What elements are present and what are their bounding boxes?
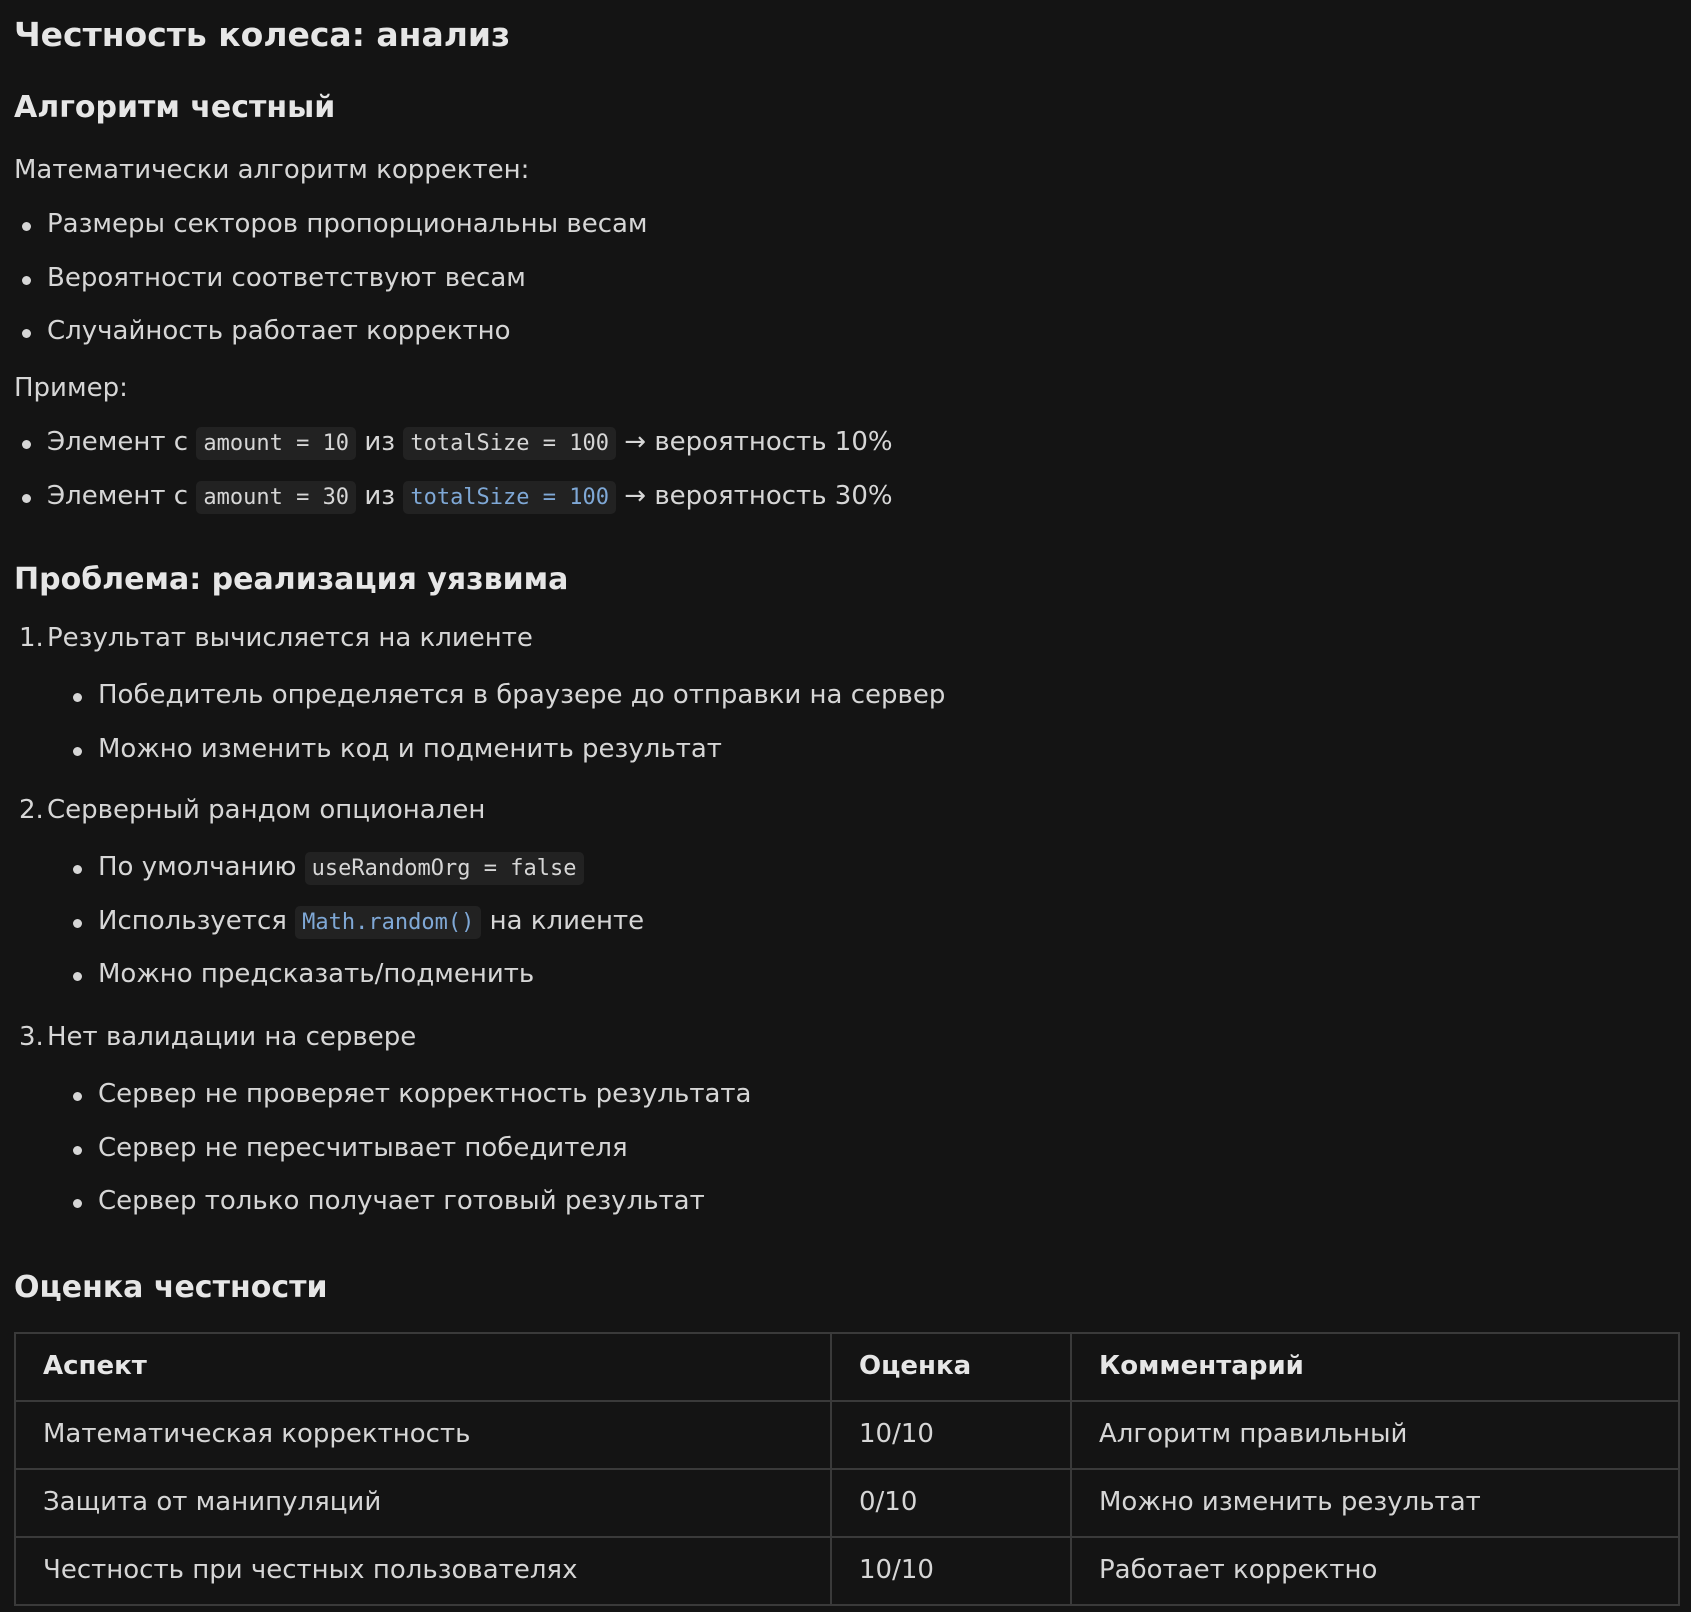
- cell-comment: Алгоритм правильный: [1071, 1401, 1679, 1469]
- page-title: Честность колеса: анализ: [14, 15, 511, 54]
- list-item: Сервер не пересчитывает победителя: [65, 1132, 752, 1186]
- code-amount: amount = 30: [196, 481, 356, 514]
- sub-list: [65, 1078, 752, 1239]
- fair-intro: Математически алгоритм корректен:: [14, 155, 530, 185]
- heading-problem: Проблема: реализация уязвима: [14, 562, 569, 597]
- item-number: 3.: [19, 1022, 44, 1052]
- table-header-row: [15, 1333, 1679, 1401]
- list-item: Победитель определяется в браузере до отправки на сервер: [65, 679, 945, 733]
- cell-aspect: Честность при честных пользователях: [15, 1537, 831, 1605]
- table-row: [15, 1537, 1679, 1605]
- cell-score: 10/10: [831, 1401, 1071, 1469]
- bullet-suffix: на клиенте: [489, 905, 645, 936]
- list-item: Можно предсказать/подменить: [65, 958, 644, 1012]
- problem-list: [14, 622, 1014, 1222]
- example-item: [14, 426, 893, 480]
- cell-aspect: Защита от манипуляций: [15, 1469, 831, 1537]
- example-mid: из: [364, 480, 396, 511]
- example-prefix: Элемент с: [47, 427, 189, 457]
- cell-comment: Работает корректно: [1071, 1537, 1679, 1605]
- table-row: [15, 1469, 1679, 1537]
- column-header-aspect: Аспект: [15, 1333, 831, 1401]
- sub-list: [65, 679, 945, 786]
- item-title: Нет валидации на сервере: [47, 1022, 417, 1052]
- list-item: [65, 851, 644, 905]
- example-label: Пример:: [14, 373, 128, 403]
- item-number: 1.: [19, 623, 44, 653]
- example-suffix: → вероятность 10%: [624, 427, 893, 457]
- heading-rating: Оценка честности: [14, 1270, 328, 1305]
- list-item: [65, 905, 644, 959]
- column-header-comment: Комментарий: [1071, 1333, 1679, 1401]
- example-list: [14, 426, 893, 533]
- list-item: Вероятности соответствуют весам: [14, 262, 648, 316]
- heading-fair: Алгоритм честный: [14, 90, 336, 125]
- code-total-size: totalSize = 100: [403, 481, 616, 514]
- item-title: Серверный рандом опционален: [47, 795, 486, 825]
- list-item: Случайность работает корректно: [14, 315, 648, 369]
- table-row: [15, 1401, 1679, 1469]
- column-header-score: Оценка: [831, 1333, 1071, 1401]
- cell-score: 10/10: [831, 1537, 1071, 1605]
- list-item: Сервер не проверяет корректность результата: [65, 1078, 752, 1132]
- item-title: Результат вычисляется на клиенте: [47, 623, 533, 653]
- list-item: Сервер только получает готовый результат: [65, 1185, 752, 1239]
- code-use-random-org: useRandomOrg = false: [305, 852, 584, 885]
- code-math-random: Math.random(): [295, 906, 481, 939]
- sub-list: [65, 851, 644, 1012]
- example-mid: из: [364, 427, 396, 457]
- list-item: Можно изменить код и подменить результат: [65, 733, 945, 787]
- cell-comment: Можно изменить результат: [1071, 1469, 1679, 1537]
- cell-aspect: Математическая корректность: [15, 1401, 831, 1469]
- fair-bullet-list: [14, 208, 648, 369]
- item-number: 2.: [19, 795, 44, 825]
- bullet-prefix: По умолчанию: [98, 852, 297, 882]
- list-item: Размеры секторов пропорциональны весам: [14, 208, 648, 262]
- rating-table: [14, 1332, 1680, 1606]
- bullet-prefix: Используется: [98, 905, 287, 936]
- cell-score: 0/10: [831, 1469, 1071, 1537]
- code-total-size: totalSize = 100: [403, 427, 616, 460]
- example-prefix: Элемент с: [47, 480, 189, 511]
- code-amount: amount = 10: [196, 427, 356, 460]
- example-item: [14, 480, 893, 534]
- example-suffix: → вероятность 30%: [624, 480, 893, 511]
